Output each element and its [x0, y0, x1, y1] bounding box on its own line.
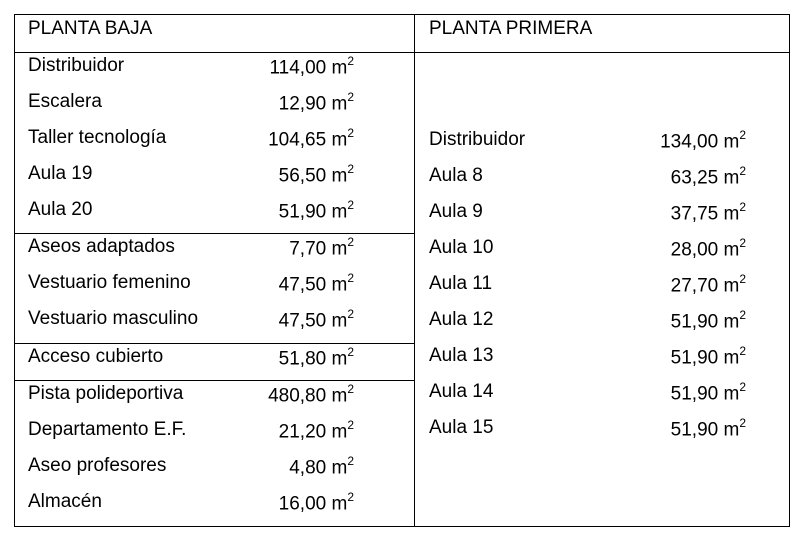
- area-unit: m: [331, 93, 348, 115]
- unit-exponent: 2: [739, 344, 746, 358]
- room-name: Aula 20: [28, 199, 93, 220]
- unit-exponent: 2: [347, 162, 354, 176]
- unit-exponent: 2: [347, 454, 354, 468]
- unit-exponent: 2: [347, 271, 354, 285]
- area-unit: m: [331, 348, 348, 370]
- area-value: 7,70: [289, 238, 327, 260]
- unit-exponent: 2: [347, 235, 354, 249]
- room-name: Departamento E.F.: [28, 419, 187, 440]
- area-unit: m: [331, 493, 348, 515]
- table-row: [28, 455, 354, 491]
- unit-exponent: 2: [739, 236, 746, 250]
- table-row: [28, 383, 354, 419]
- header-divider: [14, 52, 790, 53]
- table-row: [28, 199, 354, 235]
- room-area: [279, 199, 354, 223]
- table-row: [28, 163, 354, 199]
- table-row: [28, 236, 354, 272]
- area-value: 4,80: [289, 457, 327, 479]
- planta-baja-title: PLANTA BAJA: [28, 18, 153, 39]
- table-row: [28, 272, 354, 308]
- room-name: Aula 10: [429, 237, 494, 258]
- area-unit: m: [331, 129, 348, 151]
- room-area: [279, 346, 354, 370]
- unit-exponent: 2: [347, 345, 354, 359]
- area-value: 51,90: [670, 419, 719, 441]
- room-area: [268, 127, 354, 151]
- table-row: [429, 417, 746, 453]
- table-row: [28, 91, 354, 127]
- table-row: [429, 381, 746, 417]
- unit-exponent: 2: [347, 382, 354, 396]
- table-row: [429, 345, 746, 381]
- area-unit: m: [723, 419, 740, 441]
- area-unit: m: [723, 275, 740, 297]
- unit-exponent: 2: [739, 272, 746, 286]
- table-row: [429, 309, 746, 345]
- room-area: [671, 381, 746, 405]
- room-area: [671, 237, 746, 261]
- table-row: [28, 419, 354, 455]
- table-row: [28, 55, 354, 91]
- room-name: Aula 14: [429, 381, 494, 402]
- area-unit: m: [723, 347, 740, 369]
- room-area: [289, 236, 354, 260]
- table-row: [429, 237, 746, 273]
- table-row: [429, 129, 746, 165]
- room-area: [671, 165, 746, 189]
- area-value: 51,90: [670, 383, 719, 405]
- room-name: Aseo profesores: [28, 455, 167, 476]
- room-name: Aula 15: [429, 417, 494, 438]
- unit-exponent: 2: [347, 126, 354, 140]
- room-name: Aseos adaptados: [28, 236, 175, 257]
- area-unit: m: [723, 131, 740, 153]
- area-unit: m: [331, 421, 348, 443]
- room-area: [660, 129, 746, 153]
- room-name: Escalera: [28, 91, 102, 112]
- area-value: 51,90: [278, 201, 327, 223]
- room-name: Taller tecnología: [28, 127, 167, 148]
- room-area: [279, 419, 354, 443]
- area-value: 51,80: [278, 348, 327, 370]
- unit-exponent: 2: [347, 54, 354, 68]
- room-name: Aula 11: [429, 273, 493, 294]
- unit-exponent: 2: [739, 308, 746, 322]
- room-area: [270, 55, 355, 79]
- table-row: [429, 273, 746, 309]
- area-unit: m: [723, 239, 740, 261]
- area-value: 28,00: [670, 239, 719, 261]
- unit-exponent: 2: [739, 164, 746, 178]
- area-value: 134,00: [660, 131, 719, 153]
- area-value: 47,50: [278, 310, 327, 332]
- room-name: Pista polideportiva: [28, 383, 184, 404]
- area-unit: m: [331, 165, 348, 187]
- room-area: [268, 383, 354, 407]
- area-unit: m: [723, 311, 740, 333]
- column-divider: [414, 14, 415, 527]
- table-row: [429, 165, 746, 201]
- room-area: [289, 455, 354, 479]
- area-value: 51,90: [670, 311, 719, 333]
- area-value: 63,25: [670, 167, 719, 189]
- room-area: [279, 272, 354, 296]
- planta-primera-title: PLANTA PRIMERA: [429, 18, 593, 39]
- area-value: 27,70: [670, 275, 719, 297]
- room-name: Aula 8: [429, 165, 483, 186]
- area-value: 21,20: [278, 421, 327, 443]
- unit-exponent: 2: [347, 307, 354, 321]
- area-value: 37,75: [670, 203, 719, 225]
- room-area: [279, 308, 354, 332]
- area-unit: m: [723, 383, 740, 405]
- room-area: [671, 345, 746, 369]
- area-unit: m: [331, 201, 348, 223]
- table-row: [28, 346, 354, 382]
- room-name: Distribuidor: [429, 129, 526, 150]
- room-area: [279, 91, 354, 115]
- room-name: Aula 12: [429, 309, 494, 330]
- room-name: Acceso cubierto: [28, 346, 164, 367]
- room-name: Distribuidor: [28, 55, 125, 76]
- room-area: [671, 273, 746, 297]
- unit-exponent: 2: [739, 380, 746, 394]
- area-unit: m: [723, 203, 740, 225]
- unit-exponent: 2: [739, 128, 746, 142]
- area-unit: m: [331, 310, 348, 332]
- area-unit: m: [331, 238, 348, 260]
- area-unit: m: [331, 274, 348, 296]
- room-name: Almacén: [28, 491, 102, 512]
- area-value: 51,90: [670, 347, 719, 369]
- unit-exponent: 2: [347, 90, 354, 104]
- area-value: 16,00: [278, 493, 327, 515]
- unit-exponent: 2: [739, 416, 746, 430]
- room-name: Aula 9: [429, 201, 483, 222]
- room-area: [279, 163, 354, 187]
- area-unit: m: [331, 57, 348, 79]
- room-name: Vestuario femenino: [28, 272, 191, 293]
- room-name: Aula 13: [429, 345, 494, 366]
- area-value: 480,80: [268, 385, 327, 407]
- table-row: [28, 127, 354, 163]
- table-row: [28, 491, 354, 527]
- area-value: 56,50: [278, 165, 327, 187]
- room-area: [671, 417, 746, 441]
- area-unit: m: [331, 457, 348, 479]
- area-value: 104,65: [268, 129, 327, 151]
- area-value: 114,00: [269, 57, 327, 79]
- unit-exponent: 2: [347, 198, 354, 212]
- room-name: Vestuario masculino: [28, 308, 199, 329]
- area-unit: m: [331, 385, 348, 407]
- area-value: 12,90: [278, 93, 327, 115]
- table-row: [28, 308, 354, 344]
- room-area: [279, 491, 354, 515]
- area-unit: m: [723, 167, 740, 189]
- room-area: [671, 309, 746, 333]
- area-value: 47,50: [278, 274, 327, 296]
- unit-exponent: 2: [347, 490, 354, 504]
- room-area: [671, 201, 746, 225]
- unit-exponent: 2: [739, 200, 746, 214]
- room-name: Aula 19: [28, 163, 93, 184]
- table-row: [429, 201, 746, 237]
- unit-exponent: 2: [347, 418, 354, 432]
